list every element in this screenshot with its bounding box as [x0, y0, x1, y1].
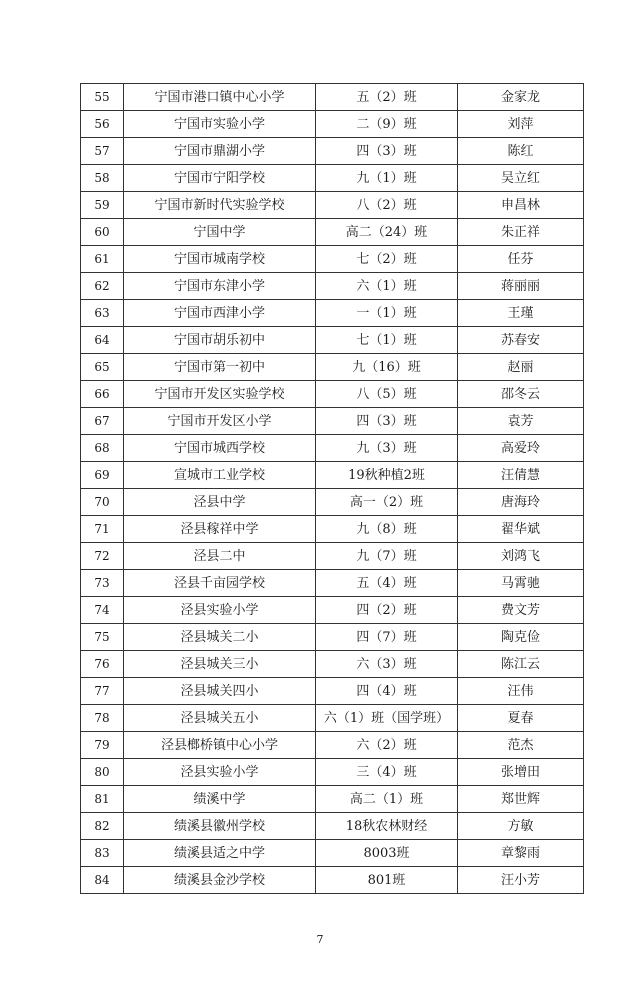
row-number-cell: 77 — [81, 678, 124, 705]
class-cell: 九（3）班 — [316, 435, 458, 462]
school-cell: 泾县城关三小 — [124, 651, 316, 678]
teacher-name-cell: 王瑾 — [458, 300, 584, 327]
school-cell: 宁国市鼎湖小学 — [124, 138, 316, 165]
row-number-cell: 65 — [81, 354, 124, 381]
table-row — [81, 111, 584, 138]
table-row — [81, 462, 584, 489]
table-row — [81, 435, 584, 462]
teacher-name-cell: 费文芳 — [458, 597, 584, 624]
roster-table-body — [81, 84, 584, 894]
table-row — [81, 651, 584, 678]
row-number-cell: 68 — [81, 435, 124, 462]
class-cell: 六（3）班 — [316, 651, 458, 678]
teacher-name-cell: 高爱玲 — [458, 435, 584, 462]
teacher-name-cell: 吴立红 — [458, 165, 584, 192]
teacher-name-cell: 夏春 — [458, 705, 584, 732]
school-cell: 宁国市开发区实验学校 — [124, 381, 316, 408]
class-cell: 高二（1）班 — [316, 786, 458, 813]
teacher-name-cell: 袁芳 — [458, 408, 584, 435]
teacher-name-cell: 范杰 — [458, 732, 584, 759]
table-row — [81, 84, 584, 111]
class-cell: 一（1）班 — [316, 300, 458, 327]
row-number-cell: 70 — [81, 489, 124, 516]
teacher-name-cell: 方敏 — [458, 813, 584, 840]
teacher-name-cell: 任芬 — [458, 246, 584, 273]
row-number-cell: 74 — [81, 597, 124, 624]
teacher-name-cell: 马霄驰 — [458, 570, 584, 597]
school-cell: 泾县实验小学 — [124, 759, 316, 786]
class-cell: 四（2）班 — [316, 597, 458, 624]
row-number-cell: 69 — [81, 462, 124, 489]
teacher-name-cell: 张增田 — [458, 759, 584, 786]
table-row — [81, 813, 584, 840]
class-cell: 六（2）班 — [316, 732, 458, 759]
row-number-cell: 81 — [81, 786, 124, 813]
teacher-name-cell: 唐海玲 — [458, 489, 584, 516]
school-cell: 宁国市宁阳学校 — [124, 165, 316, 192]
school-cell: 泾县千亩园学校 — [124, 570, 316, 597]
teacher-name-cell: 陈江云 — [458, 651, 584, 678]
class-cell: 六（1）班（国学班） — [316, 705, 458, 732]
row-number-cell: 79 — [81, 732, 124, 759]
school-cell: 泾县城关五小 — [124, 705, 316, 732]
table-row — [81, 786, 584, 813]
row-number-cell: 83 — [81, 840, 124, 867]
table-row — [81, 678, 584, 705]
school-cell: 宣城市工业学校 — [124, 462, 316, 489]
teacher-name-cell: 汪小芳 — [458, 867, 584, 894]
row-number-cell: 61 — [81, 246, 124, 273]
table-row — [81, 138, 584, 165]
row-number-cell: 64 — [81, 327, 124, 354]
class-cell: 18秋农林财经 — [316, 813, 458, 840]
table-row — [81, 570, 584, 597]
table-row — [81, 246, 584, 273]
table-row — [81, 354, 584, 381]
table-row — [81, 408, 584, 435]
school-cell: 宁国市胡乐初中 — [124, 327, 316, 354]
class-cell: 高一（2）班 — [316, 489, 458, 516]
school-cell: 宁国市东津小学 — [124, 273, 316, 300]
class-cell: 五（4）班 — [316, 570, 458, 597]
class-cell: 四（4）班 — [316, 678, 458, 705]
school-cell: 绩溪县徽州学校 — [124, 813, 316, 840]
teacher-name-cell: 陈红 — [458, 138, 584, 165]
roster-table — [80, 83, 584, 894]
school-cell: 宁国市城南学校 — [124, 246, 316, 273]
class-cell: 七（2）班 — [316, 246, 458, 273]
table-row — [81, 732, 584, 759]
row-number-cell: 76 — [81, 651, 124, 678]
table-row — [81, 867, 584, 894]
row-number-cell: 75 — [81, 624, 124, 651]
school-cell: 宁国市港口镇中心小学 — [124, 84, 316, 111]
table-row — [81, 705, 584, 732]
table-row — [81, 624, 584, 651]
row-number-cell: 60 — [81, 219, 124, 246]
row-number-cell: 78 — [81, 705, 124, 732]
table-row — [81, 327, 584, 354]
row-number-cell: 84 — [81, 867, 124, 894]
school-cell: 泾县榔桥镇中心小学 — [124, 732, 316, 759]
class-cell: 七（1）班 — [316, 327, 458, 354]
class-cell: 八（2）班 — [316, 192, 458, 219]
row-number-cell: 58 — [81, 165, 124, 192]
teacher-name-cell: 郑世辉 — [458, 786, 584, 813]
teacher-name-cell: 赵丽 — [458, 354, 584, 381]
teacher-name-cell: 申昌林 — [458, 192, 584, 219]
table-row — [81, 273, 584, 300]
school-cell: 泾县稼祥中学 — [124, 516, 316, 543]
row-number-cell: 67 — [81, 408, 124, 435]
row-number-cell: 66 — [81, 381, 124, 408]
school-cell: 泾县城关四小 — [124, 678, 316, 705]
teacher-name-cell: 朱正祥 — [458, 219, 584, 246]
school-cell: 宁国市城西学校 — [124, 435, 316, 462]
class-cell: 二（9）班 — [316, 111, 458, 138]
table-row — [81, 165, 584, 192]
class-cell: 九（1）班 — [316, 165, 458, 192]
teacher-name-cell: 邵冬云 — [458, 381, 584, 408]
teacher-name-cell: 刘鸿飞 — [458, 543, 584, 570]
table-row — [81, 516, 584, 543]
class-cell: 九（7）班 — [316, 543, 458, 570]
teacher-name-cell: 蒋丽丽 — [458, 273, 584, 300]
class-cell: 六（1）班 — [316, 273, 458, 300]
row-number-cell: 55 — [81, 84, 124, 111]
class-cell: 801班 — [316, 867, 458, 894]
table-row — [81, 759, 584, 786]
page-number: 7 — [316, 933, 324, 946]
row-number-cell: 73 — [81, 570, 124, 597]
table-row — [81, 300, 584, 327]
school-cell: 宁国市实验小学 — [124, 111, 316, 138]
row-number-cell: 82 — [81, 813, 124, 840]
table-row — [81, 489, 584, 516]
teacher-name-cell: 苏春安 — [458, 327, 584, 354]
school-cell: 宁国市新时代实验学校 — [124, 192, 316, 219]
school-cell: 绩溪县金沙学校 — [124, 867, 316, 894]
class-cell: 8003班 — [316, 840, 458, 867]
school-cell: 绩溪中学 — [124, 786, 316, 813]
school-cell: 宁国中学 — [124, 219, 316, 246]
teacher-name-cell: 陶克俭 — [458, 624, 584, 651]
teacher-name-cell: 金家龙 — [458, 84, 584, 111]
table-row — [81, 597, 584, 624]
row-number-cell: 71 — [81, 516, 124, 543]
school-cell: 泾县实验小学 — [124, 597, 316, 624]
class-cell: 九（8）班 — [316, 516, 458, 543]
school-cell: 宁国市第一初中 — [124, 354, 316, 381]
row-number-cell: 80 — [81, 759, 124, 786]
school-cell: 泾县二中 — [124, 543, 316, 570]
teacher-name-cell: 刘萍 — [458, 111, 584, 138]
class-cell: 四（7）班 — [316, 624, 458, 651]
row-number-cell: 62 — [81, 273, 124, 300]
school-cell: 宁国市开发区小学 — [124, 408, 316, 435]
table-row — [81, 840, 584, 867]
school-cell: 泾县中学 — [124, 489, 316, 516]
row-number-cell: 59 — [81, 192, 124, 219]
class-cell: 五（2）班 — [316, 84, 458, 111]
row-number-cell: 56 — [81, 111, 124, 138]
row-number-cell: 63 — [81, 300, 124, 327]
table-row — [81, 192, 584, 219]
row-number-cell: 57 — [81, 138, 124, 165]
table-row — [81, 543, 584, 570]
school-cell: 泾县城关二小 — [124, 624, 316, 651]
school-cell: 绩溪县适之中学 — [124, 840, 316, 867]
row-number-cell: 72 — [81, 543, 124, 570]
class-cell: 九（16）班 — [316, 354, 458, 381]
teacher-name-cell: 汪倩慧 — [458, 462, 584, 489]
class-cell: 八（5）班 — [316, 381, 458, 408]
class-cell: 三（4）班 — [316, 759, 458, 786]
table-row — [81, 219, 584, 246]
class-cell: 19秋种植2班 — [316, 462, 458, 489]
school-cell: 宁国市西津小学 — [124, 300, 316, 327]
teacher-name-cell: 翟华斌 — [458, 516, 584, 543]
class-cell: 四（3）班 — [316, 408, 458, 435]
teacher-name-cell: 章黎雨 — [458, 840, 584, 867]
class-cell: 高二（24）班 — [316, 219, 458, 246]
class-cell: 四（3）班 — [316, 138, 458, 165]
teacher-name-cell: 汪伟 — [458, 678, 584, 705]
table-row — [81, 381, 584, 408]
